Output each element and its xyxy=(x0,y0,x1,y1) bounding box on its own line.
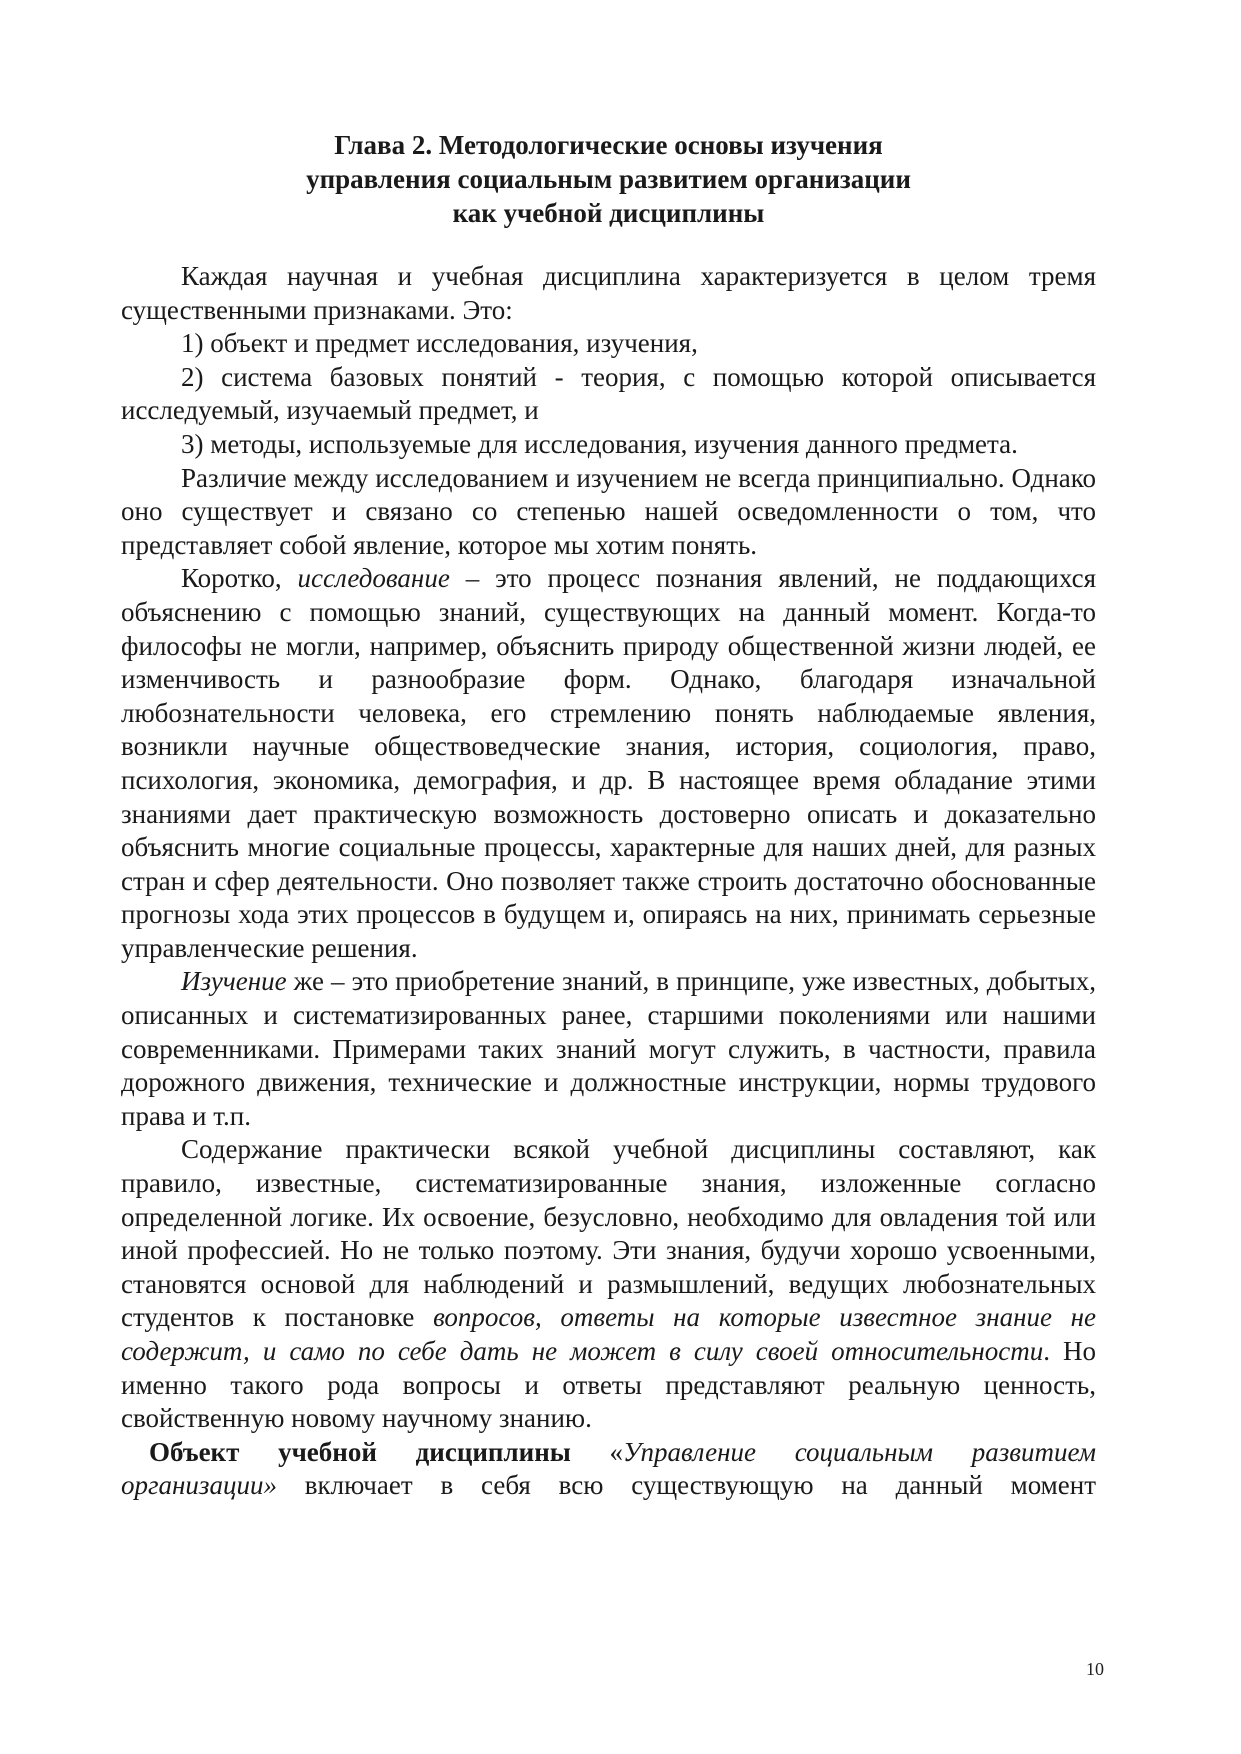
paragraph-difference: Различие между исследованием и изучением не всегда принципиально. Однако оно существует и связано со степенью нашей осведомленности о том, что представляет собой явление, которое мы хотим понять. xyxy=(121,462,1096,560)
object-heading: Объект учебной дисциплины xyxy=(149,1436,571,1467)
paragraph-intro: Каждая научная и учебная дисциплина характеризуется в целом тремя существенными признаками. Это: xyxy=(121,261,1096,325)
paragraph-content xyxy=(121,1133,1096,1435)
content-end: . Но именно такого рода вопросы и ответы представляют реальную ценность, свойственную новому научному знанию. xyxy=(121,1336,1097,1434)
body-text xyxy=(121,260,1096,1503)
list-item-2: 2) система базовых понятий - теория, с помощью которой описывается исследуемый, изучаемый предмет, и xyxy=(121,361,1096,426)
chapter-title-line-1: Глава 2. Методологические основы изучения xyxy=(334,130,883,160)
content-italic: вопросов, ответы на которые известное знание не содержит, и само по себе дать не может в силу своей относительности xyxy=(121,1302,1097,1366)
discipline-name: Управление социальным развитием организации» xyxy=(121,1436,1096,1501)
chapter-title-line-2: управления социальным развитием организации xyxy=(306,164,911,194)
chapter-title-line-3: как учебной дисциплины xyxy=(452,198,765,228)
study-term: Изучение xyxy=(181,966,287,997)
paragraph-object xyxy=(121,1436,1096,1503)
research-term: исследование xyxy=(297,563,450,594)
paragraph-study xyxy=(121,965,1096,1133)
research-lead: Коротко, xyxy=(181,563,282,594)
page-number: 10 xyxy=(1086,1659,1104,1679)
study-definition: же – это приобретение знаний, в принципе, уже известных, добытых, описанных и систематизированных ранее, старшими поколениями или нашими современниками. Примерами таких знаний могут служить, в частности, правила дорожного движения, технические и должностные инструкции, нормы трудового права и т.п. xyxy=(121,966,1096,1131)
list-item-3: 3) методы, используемые для исследования, изучения данного предмета. xyxy=(181,428,1018,459)
chapter-title xyxy=(121,128,1096,230)
research-definition: – это процесс познания явлений, не поддающихся объяснению с помощью знаний, существующих на данный момент. Когда-то философы не могли, например, объяснить природу общественной жизни людей, ее изменчивость и разнообразие форм. Однако, благодаря изначальной любознательности человека, его стремлению понять наблюдаемые явления, возникли научные обществоведческие знания, история, социология, право, психология, экономика, демография, и др. В настоящее время обладание этими знаниями дает практическую возможность достоверно описать и доказательно объяснить многие социальные процессы, характерные для наших дней, для разных стран и сфер деятельности. Оно позволяет также строить достаточно обоснованные прогнозы хода этих процессов в будущем и, опираясь на них, принимать серьезные управленческие решения. xyxy=(121,563,1097,963)
content-start: Содержание практически всякой учебной дисциплины составляют, как правило, известные, систематизированные знания, изложенные согласно определенной логике. Их освоение, безусловно, необходимо для овладения той или иной профессией. Но не только поэтому. Эти знания, будучи хорошо усвоенными, становятся основой для наблюдений и размышлений, ведущих любознательных студентов к постановке xyxy=(121,1134,1096,1333)
object-text: включает в себя всю существующую на данный момент xyxy=(304,1470,1097,1501)
document-page xyxy=(121,128,1096,1503)
paragraph-research xyxy=(121,562,1096,965)
list-item-1: 1) объект и предмет исследования, изучения, xyxy=(181,328,698,359)
object-quote-open: « xyxy=(609,1436,624,1467)
